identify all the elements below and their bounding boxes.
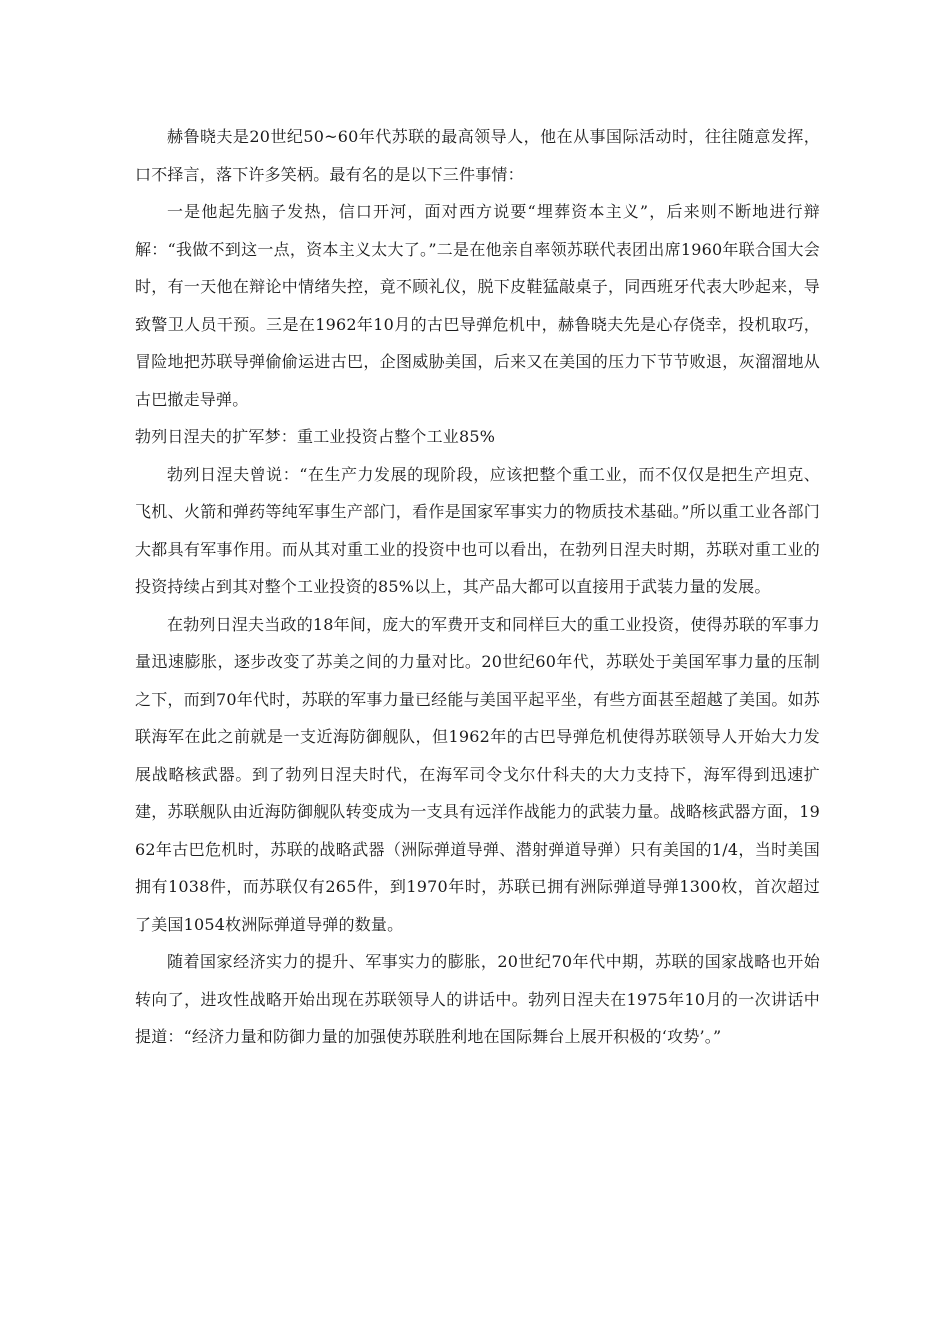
- paragraph-military-buildup: 在勃列日涅夫当政的18年间，庞大的军费开支和同样巨大的重工业投资，使得苏联的军事力量迅速膨胀，逐步改变了苏美之间的力量对比。20世纪60年代，苏联处于美国军事力量的压制之下，而到70年代时，苏联的军事力量已经能与美国平起平坐，有些方面甚至超越了美国。如苏联海军在此之前就是一支近海防御舰队，但1962年的古巴导弹危机使得苏联领导人开始大力发展战略核武器。到了勃列日涅夫时代，在海军司令戈尔什科夫的大力支持下，海军得到迅速扩建，苏联舰队由近海防御舰队转变成为一支具有远洋作战能力的武装力量。战略核武器方面，1962年古巴危机时，苏联的战略武器（洲际弹道导弹、潜射弹道导弹）只有美国的1/4，当时美国拥有1038件，而苏联仅有265件，到1970年时，苏联已拥有洲际弹道导弹1300枚，首次超过了美国1054枚洲际弹道导弹的数量。: [135, 614, 820, 934]
- document-body: [135, 118, 820, 1056]
- section-heading-brezhnev: 勃列日涅夫的扩军梦：重工业投资占整个工业85%: [135, 427, 496, 446]
- paragraph-offensive-strategy: 随着国家经济实力的提升、军事实力的膨胀，20世纪70年代中期，苏联的国家战略也开始转向了，进攻性战略开始出现在苏联领导人的讲话中。勃列日涅夫在1975年10月的一次讲话中提道：“经济力量和防御力量的加强使苏联胜利地在国际舞台上展开积极的‘攻势’。”: [135, 952, 820, 1046]
- paragraph-khrushchev-intro: 赫鲁晓夫是20世纪50~60年代苏联的最高领导人，他在从事国际活动时，往往随意发挥，口不择言，落下许多笑柄。最有名的是以下三件事情：: [135, 127, 820, 184]
- paragraph-khrushchev-incidents: 一是他起先脑子发热，信口开河，面对西方说要“埋葬资本主义”，后来则不断地进行辩解：“我做不到这一点，资本主义太大了。”二是在他亲自率领苏联代表团出席1960年联合国大会时，有一天他在辩论中情绪失控，竟不顾礼仪，脱下皮鞋猛敲桌子，同西班牙代表大吵起来，导致警卫人员干预。三是在1962年10月的古巴导弹危机中，赫鲁晓夫先是心存侥幸，投机取巧，冒险地把苏联导弹偷偷运进古巴，企图威胁美国，后来又在美国的压力下节节败退，灰溜溜地从古巴撤走导弹。: [135, 202, 820, 409]
- paragraph-heavy-industry: 勃列日涅夫曾说：“在生产力发展的现阶段，应该把整个重工业，而不仅仅是把生产坦克、飞机、火箭和弹药等纯军事生产部门，看作是国家军事实力的物质技术基础。”所以重工业各部门大都具有军事作用。而从其对重工业的投资中也可以看出，在勃列日涅夫时期，苏联对重工业的投资持续占到其对整个工业投资的85%以上，其产品大都可以直接用于武装力量的发展。: [135, 464, 820, 596]
